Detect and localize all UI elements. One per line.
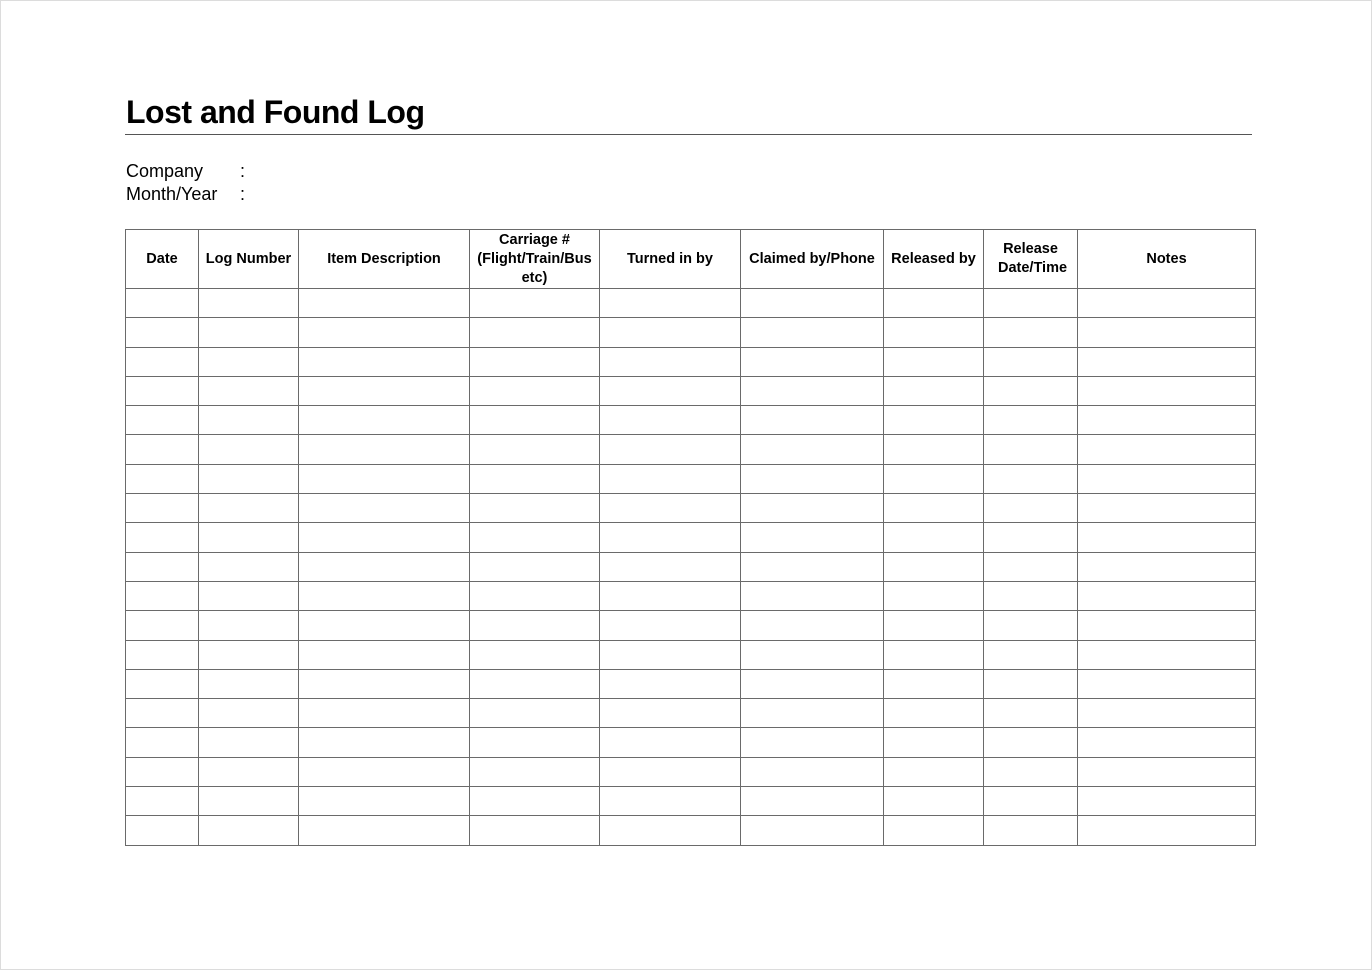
- table-cell[interactable]: [1078, 816, 1256, 845]
- table-cell[interactable]: [741, 464, 884, 493]
- table-cell[interactable]: [470, 640, 600, 669]
- document-title: Lost and Found Log: [126, 94, 425, 130]
- table-cell[interactable]: [1078, 611, 1256, 640]
- table-cell[interactable]: [470, 581, 600, 610]
- header-carriage: Carriage # (Flight/Train/Bus etc): [470, 230, 600, 289]
- table-cell[interactable]: [199, 435, 299, 464]
- table-cell[interactable]: [299, 669, 470, 698]
- table-cell[interactable]: [984, 523, 1078, 552]
- table-cell[interactable]: [1078, 581, 1256, 610]
- table-cell[interactable]: [600, 289, 741, 318]
- table-cell[interactable]: [741, 289, 884, 318]
- table-cell[interactable]: [126, 640, 199, 669]
- table-cell[interactable]: [126, 816, 199, 845]
- table-cell[interactable]: [299, 699, 470, 728]
- table-cell[interactable]: [299, 816, 470, 845]
- table-cell[interactable]: [741, 406, 884, 435]
- table-cell[interactable]: [884, 376, 984, 405]
- table-cell[interactable]: [600, 523, 741, 552]
- table-cell[interactable]: [299, 757, 470, 786]
- table-cell[interactable]: [126, 552, 199, 581]
- header-claimed-by-phone: Claimed by/Phone: [741, 230, 884, 289]
- table-cell[interactable]: [741, 552, 884, 581]
- table-cell[interactable]: [199, 523, 299, 552]
- table-cell[interactable]: [299, 787, 470, 816]
- table-cell[interactable]: [1078, 728, 1256, 757]
- table-row: [126, 699, 1256, 728]
- table-cell[interactable]: [741, 581, 884, 610]
- table-cell[interactable]: [126, 523, 199, 552]
- table-cell[interactable]: [741, 699, 884, 728]
- table-row: [126, 552, 1256, 581]
- table-cell[interactable]: [1078, 464, 1256, 493]
- table-cell[interactable]: [884, 552, 984, 581]
- table-cell[interactable]: [884, 669, 984, 698]
- table-cell[interactable]: [984, 552, 1078, 581]
- table-cell[interactable]: [199, 552, 299, 581]
- table-cell[interactable]: [984, 787, 1078, 816]
- table-cell[interactable]: [470, 552, 600, 581]
- table-cell[interactable]: [299, 640, 470, 669]
- table-row: [126, 435, 1256, 464]
- table-cell[interactable]: [199, 640, 299, 669]
- table-cell[interactable]: [470, 728, 600, 757]
- table-cell[interactable]: [884, 347, 984, 376]
- table-cell[interactable]: [600, 757, 741, 786]
- table-cell[interactable]: [884, 699, 984, 728]
- table-cell[interactable]: [126, 406, 199, 435]
- table-cell[interactable]: [884, 581, 984, 610]
- table-cell[interactable]: [984, 464, 1078, 493]
- table-cell[interactable]: [600, 406, 741, 435]
- table-cell[interactable]: [600, 728, 741, 757]
- table-cell[interactable]: [884, 494, 984, 523]
- table-cell[interactable]: [470, 406, 600, 435]
- table-cell[interactable]: [470, 494, 600, 523]
- table-cell[interactable]: [199, 669, 299, 698]
- table-cell[interactable]: [600, 816, 741, 845]
- header-date: Date: [126, 230, 199, 289]
- table-cell[interactable]: [470, 757, 600, 786]
- table-cell[interactable]: [199, 318, 299, 347]
- table-cell[interactable]: [126, 494, 199, 523]
- table-cell[interactable]: [470, 816, 600, 845]
- table-header-row: [126, 230, 1256, 289]
- table-cell[interactable]: [984, 406, 1078, 435]
- table-cell[interactable]: [126, 757, 199, 786]
- table-cell[interactable]: [984, 581, 1078, 610]
- table-cell[interactable]: [299, 435, 470, 464]
- table-cell[interactable]: [1078, 669, 1256, 698]
- table-row: [126, 640, 1256, 669]
- table-cell[interactable]: [299, 494, 470, 523]
- table-cell[interactable]: [600, 787, 741, 816]
- table-cell[interactable]: [126, 611, 199, 640]
- table-cell[interactable]: [299, 406, 470, 435]
- table-cell[interactable]: [741, 728, 884, 757]
- table-cell[interactable]: [1078, 787, 1256, 816]
- table-cell[interactable]: [470, 435, 600, 464]
- table-cell[interactable]: [1078, 523, 1256, 552]
- table-cell[interactable]: [199, 728, 299, 757]
- table-cell[interactable]: [199, 347, 299, 376]
- table-cell[interactable]: [600, 435, 741, 464]
- table-cell[interactable]: [299, 376, 470, 405]
- table-cell[interactable]: [984, 611, 1078, 640]
- table-cell[interactable]: [600, 376, 741, 405]
- table-row: [126, 611, 1256, 640]
- table-cell[interactable]: [1078, 757, 1256, 786]
- header-log-number: Log Number: [199, 230, 299, 289]
- company-separator: :: [240, 161, 246, 181]
- table-cell[interactable]: [126, 464, 199, 493]
- table-cell[interactable]: [984, 435, 1078, 464]
- table-cell[interactable]: [984, 816, 1078, 845]
- table-cell[interactable]: [299, 728, 470, 757]
- table-row: [126, 406, 1256, 435]
- table-cell[interactable]: [741, 494, 884, 523]
- table-cell[interactable]: [884, 523, 984, 552]
- table-row: [126, 347, 1256, 376]
- header-release-date-time: Release Date/Time: [984, 230, 1078, 289]
- table-cell[interactable]: [984, 728, 1078, 757]
- table-cell[interactable]: [126, 728, 199, 757]
- table-body: [126, 289, 1256, 846]
- table-cell[interactable]: [126, 289, 199, 318]
- table-cell[interactable]: [884, 640, 984, 669]
- table-cell[interactable]: [600, 669, 741, 698]
- table-cell[interactable]: [470, 347, 600, 376]
- table-cell[interactable]: [600, 552, 741, 581]
- table-cell[interactable]: [299, 523, 470, 552]
- month-year-label: Month/Year: [126, 184, 218, 204]
- table-row: [126, 816, 1256, 845]
- table-cell[interactable]: [741, 669, 884, 698]
- table-cell[interactable]: [470, 523, 600, 552]
- table-cell[interactable]: [884, 406, 984, 435]
- table-cell[interactable]: [600, 611, 741, 640]
- table-cell[interactable]: [470, 318, 600, 347]
- table-cell[interactable]: [1078, 699, 1256, 728]
- table-cell[interactable]: [199, 494, 299, 523]
- table-cell[interactable]: [299, 581, 470, 610]
- table-cell[interactable]: [126, 318, 199, 347]
- table-row: [126, 376, 1256, 405]
- header-turned-in-by: Turned in by: [600, 230, 741, 289]
- table-row: [126, 728, 1256, 757]
- table-cell[interactable]: [884, 289, 984, 318]
- table-cell[interactable]: [299, 611, 470, 640]
- table-cell[interactable]: [1078, 435, 1256, 464]
- table-cell[interactable]: [741, 347, 884, 376]
- table-cell[interactable]: [126, 669, 199, 698]
- lost-found-table: [125, 229, 1256, 846]
- table-cell[interactable]: [199, 787, 299, 816]
- table-cell[interactable]: [199, 611, 299, 640]
- table-cell[interactable]: [741, 611, 884, 640]
- header-released-by: Released by: [884, 230, 984, 289]
- table-cell[interactable]: [299, 289, 470, 318]
- table-cell[interactable]: [984, 699, 1078, 728]
- table-cell[interactable]: [884, 728, 984, 757]
- table-cell[interactable]: [1078, 494, 1256, 523]
- table-cell[interactable]: [126, 787, 199, 816]
- table-row: [126, 787, 1256, 816]
- table-cell[interactable]: [741, 757, 884, 786]
- table-cell[interactable]: [1078, 318, 1256, 347]
- table-cell[interactable]: [884, 318, 984, 347]
- table-cell[interactable]: [199, 464, 299, 493]
- table-cell[interactable]: [600, 347, 741, 376]
- table-cell[interactable]: [470, 376, 600, 405]
- table-cell[interactable]: [199, 289, 299, 318]
- table-cell[interactable]: [600, 581, 741, 610]
- table-cell[interactable]: [126, 699, 199, 728]
- table-cell[interactable]: [299, 318, 470, 347]
- table-cell[interactable]: [984, 640, 1078, 669]
- header-item-description: Item Description: [299, 230, 470, 289]
- month-year-separator: :: [240, 184, 246, 204]
- table-row: [126, 464, 1256, 493]
- table-cell[interactable]: [600, 494, 741, 523]
- table-cell[interactable]: [1078, 640, 1256, 669]
- table-cell[interactable]: [884, 464, 984, 493]
- table-cell[interactable]: [984, 494, 1078, 523]
- table-cell[interactable]: [126, 347, 199, 376]
- table-cell[interactable]: [984, 347, 1078, 376]
- table-cell[interactable]: [600, 699, 741, 728]
- company-label: Company: [126, 161, 204, 181]
- table-cell[interactable]: [470, 289, 600, 318]
- table-cell[interactable]: [984, 318, 1078, 347]
- table-cell[interactable]: [470, 611, 600, 640]
- table-cell[interactable]: [741, 640, 884, 669]
- table-cell[interactable]: [741, 787, 884, 816]
- table-cell[interactable]: [741, 816, 884, 845]
- table-cell[interactable]: [984, 669, 1078, 698]
- table-cell[interactable]: [884, 611, 984, 640]
- table-cell[interactable]: [741, 523, 884, 552]
- table-row: [126, 669, 1256, 698]
- table-cell[interactable]: [126, 435, 199, 464]
- table-cell[interactable]: [1078, 289, 1256, 318]
- table-cell[interactable]: [299, 552, 470, 581]
- table-cell[interactable]: [199, 376, 299, 405]
- table-cell[interactable]: [741, 376, 884, 405]
- table-cell[interactable]: [884, 435, 984, 464]
- table-cell[interactable]: [741, 318, 884, 347]
- title-underline: [125, 134, 1252, 135]
- table-cell[interactable]: [470, 669, 600, 698]
- table-cell[interactable]: [1078, 376, 1256, 405]
- table-cell[interactable]: [600, 318, 741, 347]
- table-cell[interactable]: [984, 376, 1078, 405]
- table-cell[interactable]: [299, 464, 470, 493]
- table-cell[interactable]: [470, 699, 600, 728]
- table-cell[interactable]: [126, 376, 199, 405]
- table-cell[interactable]: [1078, 406, 1256, 435]
- table-cell[interactable]: [199, 406, 299, 435]
- table-cell[interactable]: [470, 787, 600, 816]
- table-row: [126, 494, 1256, 523]
- table-cell[interactable]: [600, 464, 741, 493]
- table-cell[interactable]: [199, 581, 299, 610]
- table-row: [126, 757, 1256, 786]
- table-row: [126, 581, 1256, 610]
- table-cell[interactable]: [199, 699, 299, 728]
- table-cell[interactable]: [600, 640, 741, 669]
- table-cell[interactable]: [1078, 347, 1256, 376]
- table-cell[interactable]: [199, 816, 299, 845]
- table-cell[interactable]: [126, 581, 199, 610]
- table-cell[interactable]: [1078, 552, 1256, 581]
- table-cell[interactable]: [199, 757, 299, 786]
- table-cell[interactable]: [741, 435, 884, 464]
- table-cell[interactable]: [884, 757, 984, 786]
- table-row: [126, 289, 1256, 318]
- table-cell[interactable]: [884, 787, 984, 816]
- table-row: [126, 523, 1256, 552]
- table-cell[interactable]: [984, 757, 1078, 786]
- table-cell[interactable]: [470, 464, 600, 493]
- table-cell[interactable]: [299, 347, 470, 376]
- table-cell[interactable]: [884, 816, 984, 845]
- table-row: [126, 318, 1256, 347]
- header-notes: Notes: [1078, 230, 1256, 289]
- table-cell[interactable]: [984, 289, 1078, 318]
